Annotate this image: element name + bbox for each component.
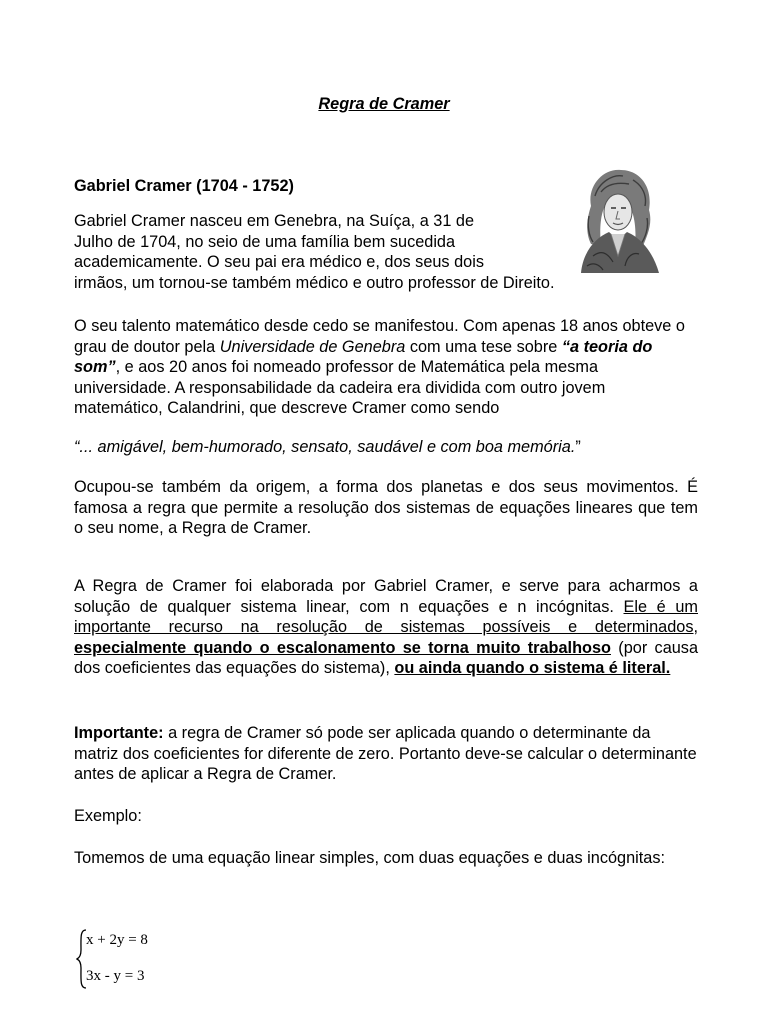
quote-text: “... amigável, bem-humorado, sensato, saudável e com boa memória.: [74, 438, 576, 456]
rule-text: (por causa dos coeficientes das equações do sistema),: [74, 638, 698, 677]
equation-1: x + 2y = 8: [86, 932, 148, 948]
talent-text: com uma tese sobre: [405, 337, 562, 356]
talent-paragraph: [74, 316, 698, 419]
page-title: Regra de Cramer: [318, 95, 450, 113]
quote-paragraph: [74, 437, 698, 458]
thesis-title: “a teoria do som”: [74, 337, 653, 376]
talent-text: , e aos 20 anos foi nomeado professor de Matemática pela mesma universidade. A responsabilidade da cadeira era dividida com outro jovem matemático, Calandrini, que descreve Cramer como sendo: [74, 358, 606, 417]
intro-line: irmãos, um tornou-se também médico e outro professor de Direito.: [74, 273, 555, 292]
university-name: Universidade de Genebra: [219, 337, 406, 356]
rule-text: A Regra de Cramer foi elaborada por Gabriel Cramer, e serve para acharmos a solução de qualquer sistema linear, com n equações e n incógnitas.: [74, 577, 698, 616]
talent-text: O seu talento matemático desde cedo se manifestou. Com apenas 18 anos obteve o grau de doutor pela: [74, 317, 685, 356]
important-paragraph: [74, 723, 698, 785]
planets-paragraph: Ocupou-se também da origem, a forma dos planetas e dos seus movimentos. É famosa a regra que permite a resolução dos sistemas de equações lineares que tem o seu nome, a Regra de Cramer.: [74, 478, 698, 537]
rule-paragraph: [74, 576, 698, 679]
equation-2: 3x - y = 3: [86, 968, 145, 984]
intro-paragraph: [74, 211, 614, 293]
rule-underlined: Ele é um importante recurso na resolução de sistemas possíveis e determinados,: [74, 597, 698, 636]
rule-emphasis: especialmente quando o escalonamento se torna muito trabalhoso: [74, 638, 611, 657]
intro-line: Julho de 1704, no seio de uma família bem sucedida: [74, 232, 456, 251]
intro-line: academicamente. O seu pai era médico e, dos seus dois: [74, 253, 484, 271]
important-label: Importante:: [74, 724, 164, 742]
intro-line: Gabriel Cramer nasceu em Genebra, na Suíça, a 31 de: [74, 212, 475, 230]
example-label: Exemplo:: [74, 807, 142, 825]
section-heading: Gabriel Cramer (1704 - 1752): [74, 177, 294, 195]
example-paragraph: Tomemos de uma equação linear simples, com duas equações e duas incógnitas:: [74, 849, 665, 867]
quote-close: ”: [575, 438, 581, 456]
rule-emphasis: ou ainda quando o sistema é literal.: [394, 659, 671, 677]
important-text: a regra de Cramer só pode ser aplicada quando o determinante da matriz dos coeficientes for diferente de zero. Portanto deve-se calcular o determinante antes de aplicar a Regra de Cramer.: [74, 724, 697, 783]
equation-system: [76, 928, 196, 990]
